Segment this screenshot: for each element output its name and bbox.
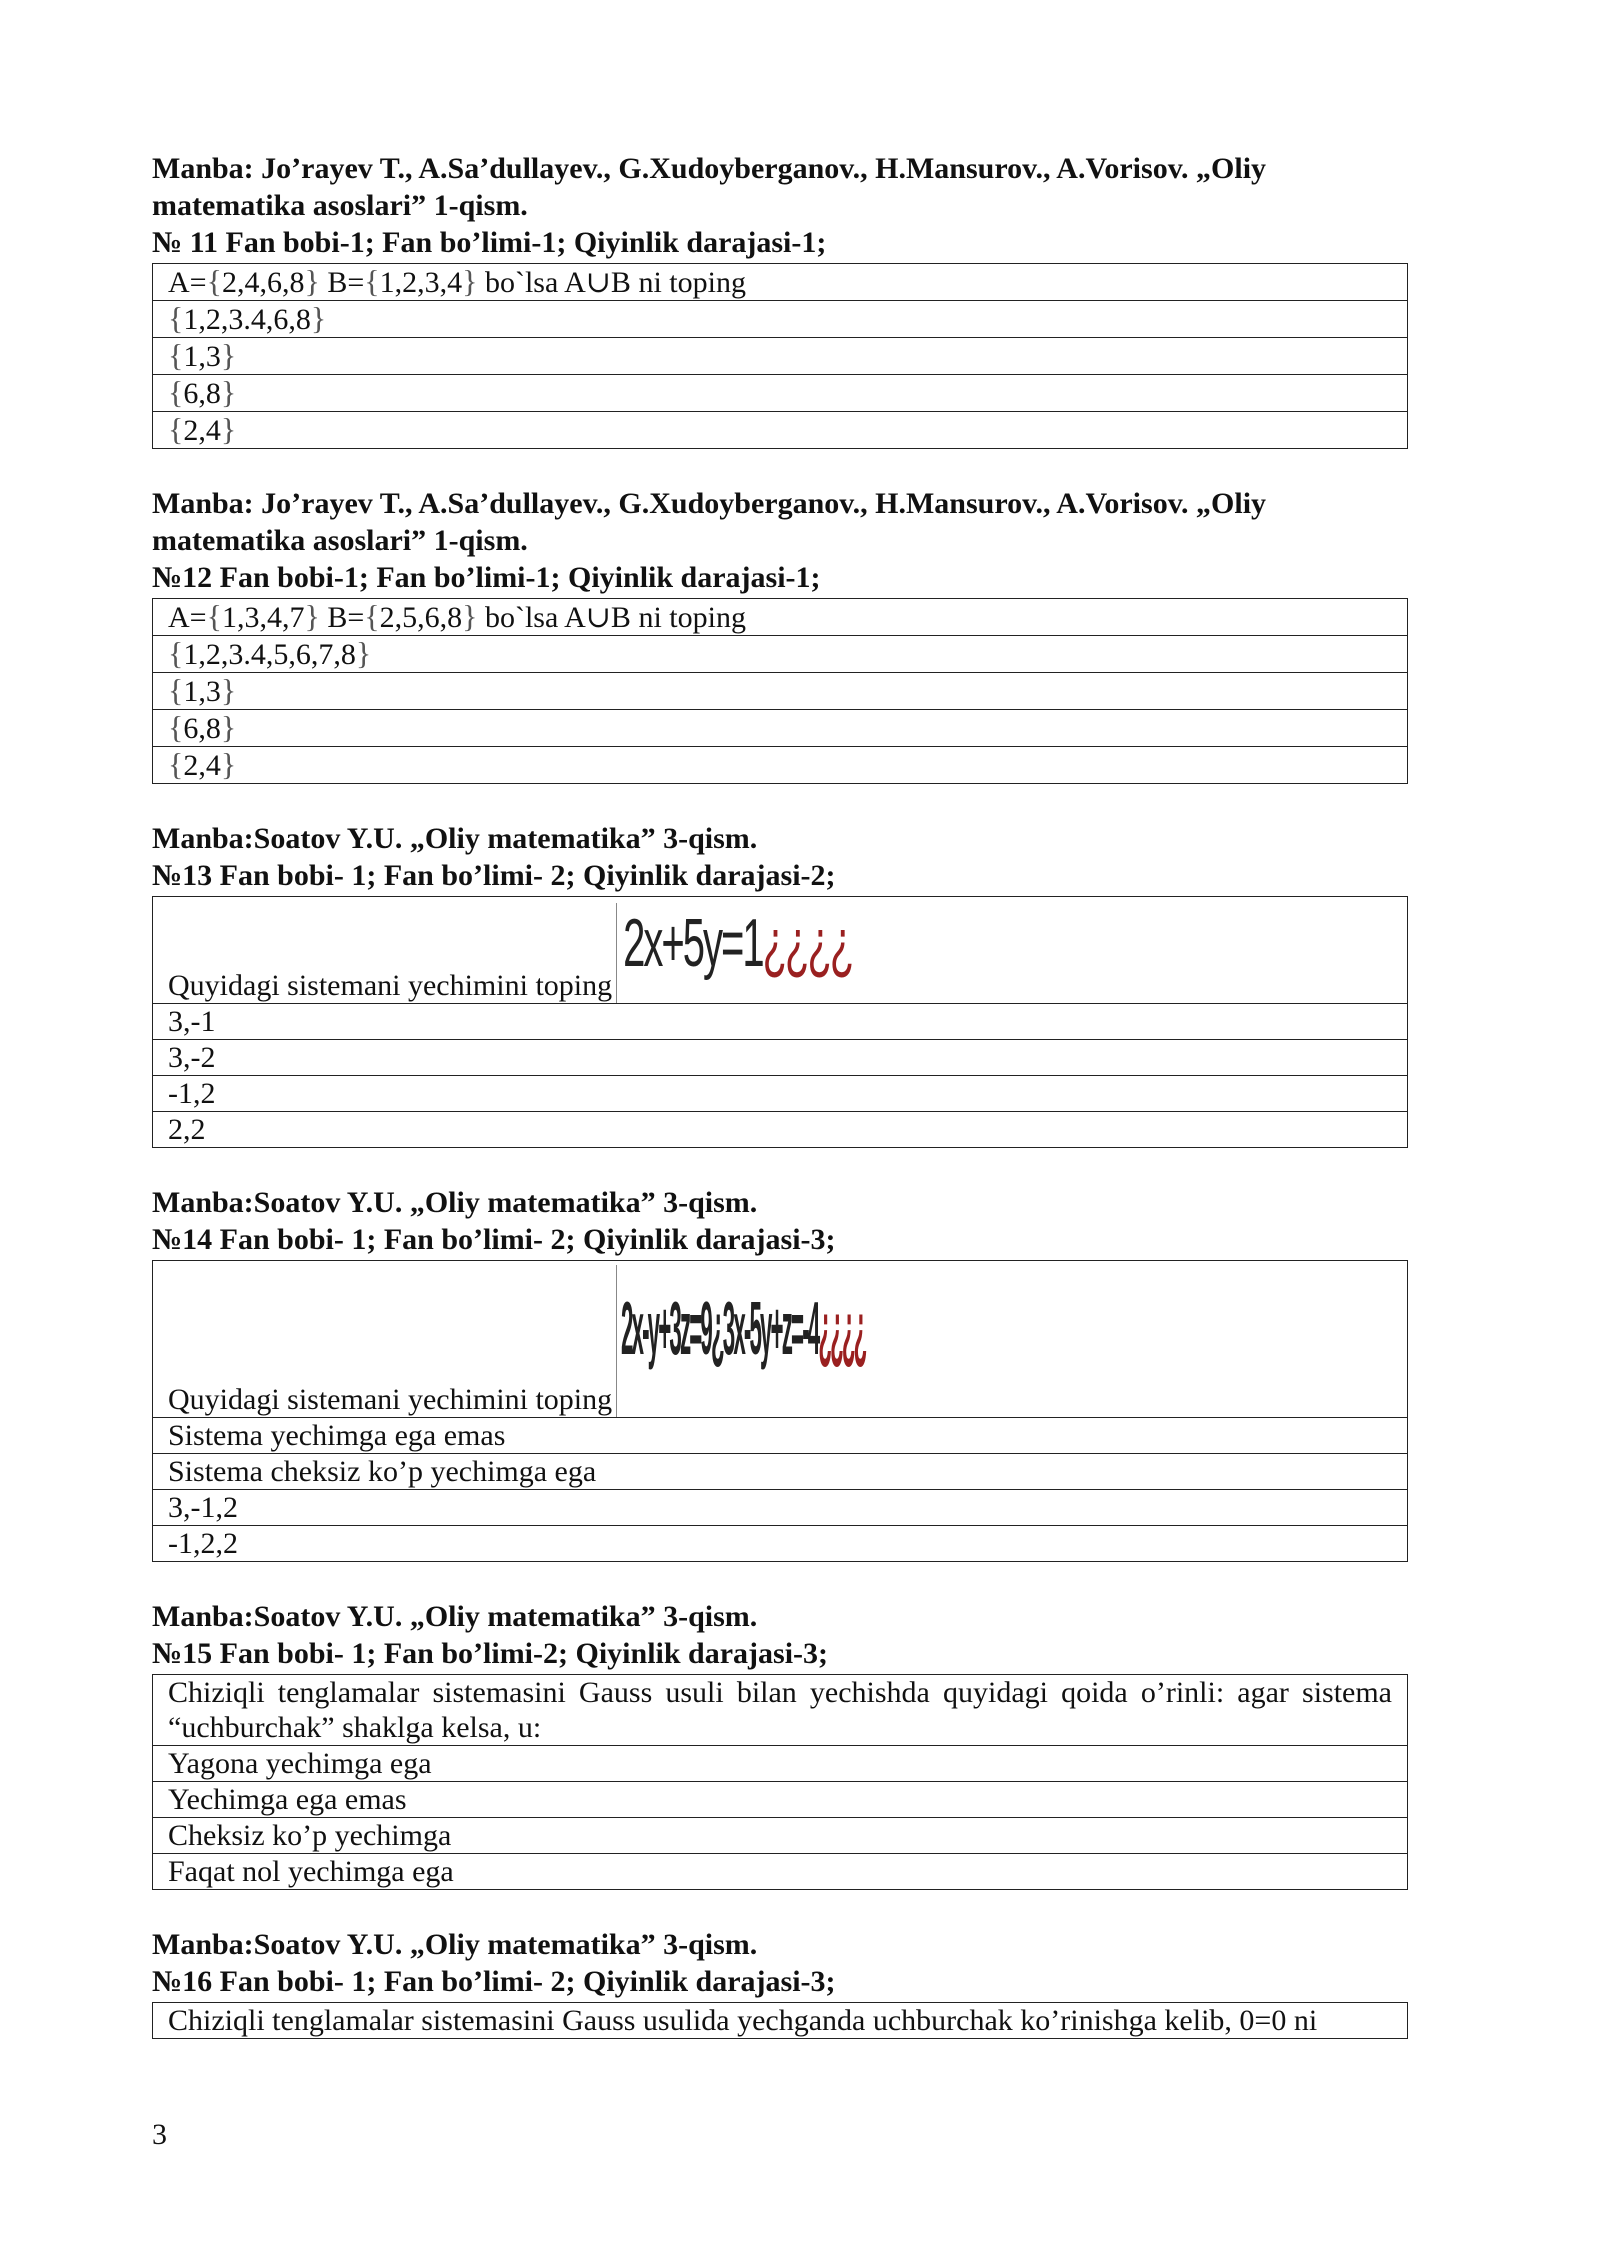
equation-text: 2x-y+3z=9¿3x-5y+z=-4	[621, 1284, 819, 1371]
equation-image	[616, 1265, 866, 1417]
answer-option[interactable]: Sistema yechimga ega emas	[153, 1418, 1408, 1454]
question-table	[152, 1260, 1408, 1562]
source-line: Manba: Jo’rayev T., A.Sa’dullayev., G.Xudoyberganov., H.Mansurov., A.Vorisov. „Oliy matematika asoslari” 1-qism.	[152, 487, 1267, 557]
source-line: Manba:Soatov Y.U. „Oliy matematika” 3-qism.	[152, 1600, 758, 1633]
answer-option[interactable]: -1,2	[153, 1076, 1408, 1112]
left-brace-icon: {	[206, 263, 222, 299]
question-text: bo`lsa A∪B ni toping	[477, 266, 746, 299]
question-table	[152, 2002, 1408, 2039]
right-brace-icon: }	[220, 337, 237, 373]
option-text: 6,8	[183, 712, 221, 745]
answer-option[interactable]: Cheksiz ko’p yechimga	[153, 1818, 1408, 1854]
answer-option[interactable]: Sistema cheksiz ko’p yechimga ega	[153, 1454, 1408, 1490]
right-brace-icon: }	[304, 263, 320, 299]
question-header: № 11 Fan bobi-1; Fan bo’limi-1; Qiyinlik darajasi-1;	[152, 226, 827, 259]
left-brace-icon: {	[168, 374, 184, 410]
source-line: Manba:Soatov Y.U. „Oliy matematika” 3-qism.	[152, 1928, 758, 1961]
source-line: Manba:Soatov Y.U. „Oliy matematika” 3-qism.	[152, 822, 758, 855]
answer-option[interactable]	[153, 375, 1408, 412]
right-brace-icon: }	[220, 672, 237, 708]
equation-tail: ¿¿¿¿	[762, 906, 853, 982]
question-cell	[153, 599, 1408, 636]
document-body	[152, 150, 1408, 2075]
set-b-label: B=	[327, 266, 365, 299]
left-brace-icon: {	[168, 300, 184, 336]
answer-option[interactable]	[153, 338, 1408, 375]
question-header: №15 Fan bobi- 1; Fan bo’limi-2; Qiyinlik darajasi-3;	[152, 1637, 829, 1670]
equation-text: 2x+5y=1	[623, 906, 763, 982]
answer-option[interactable]	[153, 301, 1408, 338]
question-header: №13 Fan bobi- 1; Fan bo’limi- 2; Qiyinlik darajasi-2;	[152, 859, 836, 892]
left-brace-icon: {	[206, 598, 222, 634]
question-cell: Chiziqli tenglamalar sistemasini Gauss usulida yechganda uchburchak ko’rinishga kelib, 0=0 ni	[153, 2003, 1408, 2039]
right-brace-icon: }	[462, 598, 478, 634]
set-b-values: 2,5,6,8	[379, 601, 463, 634]
left-brace-icon: {	[168, 635, 184, 671]
question-12	[152, 485, 1408, 784]
answer-option[interactable]: 3,-1	[153, 1004, 1408, 1040]
question-14	[152, 1184, 1408, 1562]
question-text: Quyidagi sistemani yechimini toping	[168, 969, 613, 1002]
question-header: №14 Fan bobi- 1; Fan bo’limi- 2; Qiyinlik darajasi-3;	[152, 1223, 836, 1256]
answer-option[interactable]	[153, 710, 1408, 747]
answer-option[interactable]: 3,-1,2	[153, 1490, 1408, 1526]
question-header: №16 Fan bobi- 1; Fan bo’limi- 2; Qiyinlik darajasi-3;	[152, 1965, 836, 1998]
right-brace-icon: }	[220, 411, 237, 447]
answer-option[interactable]: 2,2	[153, 1112, 1408, 1148]
question-16	[152, 1926, 1408, 2039]
question-table	[152, 598, 1408, 784]
set-a-label: A=	[168, 601, 207, 634]
question-table	[152, 1674, 1408, 1890]
set-a-label: A=	[168, 266, 207, 299]
answer-option[interactable]	[153, 636, 1408, 673]
left-brace-icon: {	[168, 746, 184, 782]
question-cell: Chiziqli tenglamalar sistemasini Gauss usuli bilan yechishda quyidagi qoida o’rinli: agar sistema “uchburchak” shaklga kelsa, u:	[153, 1675, 1408, 1746]
right-brace-icon: }	[462, 263, 478, 299]
page-number: 3	[152, 2118, 167, 2151]
answer-option[interactable]: Faqat nol yechimga ega	[153, 1854, 1408, 1890]
answer-option[interactable]: 3,-2	[153, 1040, 1408, 1076]
set-b-values: 1,2,3,4	[379, 266, 463, 299]
left-brace-icon: {	[168, 337, 184, 373]
option-text: 1,3	[183, 340, 221, 373]
option-text: 2,4	[183, 749, 221, 782]
right-brace-icon: }	[220, 709, 237, 745]
source-line: Manba:Soatov Y.U. „Oliy matematika” 3-qism.	[152, 1186, 758, 1219]
question-cell	[153, 264, 1408, 301]
set-b-label: B=	[327, 601, 365, 634]
answer-option[interactable]: Yechimga ega emas	[153, 1782, 1408, 1818]
right-brace-icon: }	[220, 746, 237, 782]
question-cell	[153, 1261, 1408, 1418]
right-brace-icon: }	[310, 300, 327, 336]
question-cell	[153, 897, 1408, 1004]
right-brace-icon: }	[220, 374, 237, 410]
option-text: 1,3	[183, 675, 221, 708]
left-brace-icon: {	[364, 263, 380, 299]
option-text: 2,4	[183, 414, 221, 447]
right-brace-icon: }	[355, 635, 372, 671]
set-a-values: 2,4,6,8	[221, 266, 305, 299]
option-text: 1,2,3.4,5,6,7,8	[183, 638, 356, 671]
question-header: №12 Fan bobi-1; Fan bo’limi-1; Qiyinlik darajasi-1;	[152, 561, 821, 594]
answer-option[interactable]	[153, 747, 1408, 784]
left-brace-icon: {	[168, 411, 184, 447]
question-table	[152, 263, 1408, 449]
question-15	[152, 1598, 1408, 1890]
equation-image	[616, 903, 853, 1003]
option-text: 1,2,3.4,6,8	[183, 303, 311, 336]
left-brace-icon: {	[364, 598, 380, 634]
answer-option[interactable]	[153, 412, 1408, 449]
answer-option[interactable]: -1,2,2	[153, 1526, 1408, 1562]
question-text: Quyidagi sistemani yechimini toping	[168, 1383, 613, 1416]
left-brace-icon: {	[168, 672, 184, 708]
equation-tail: ¿¿¿¿	[818, 1284, 866, 1371]
left-brace-icon: {	[168, 709, 184, 745]
question-text: bo`lsa A∪B ni toping	[477, 601, 746, 634]
set-a-values: 1,3,4,7	[221, 601, 305, 634]
option-text: 6,8	[183, 377, 221, 410]
question-11	[152, 150, 1408, 449]
right-brace-icon: }	[304, 598, 320, 634]
answer-option[interactable]: Yagona yechimga ega	[153, 1746, 1408, 1782]
source-line: Manba: Jo’rayev T., A.Sa’dullayev., G.Xudoyberganov., H.Mansurov., A.Vorisov. „Oliy matematika asoslari” 1-qism.	[152, 152, 1267, 222]
question-table	[152, 896, 1408, 1148]
answer-option[interactable]	[153, 673, 1408, 710]
question-13	[152, 820, 1408, 1148]
